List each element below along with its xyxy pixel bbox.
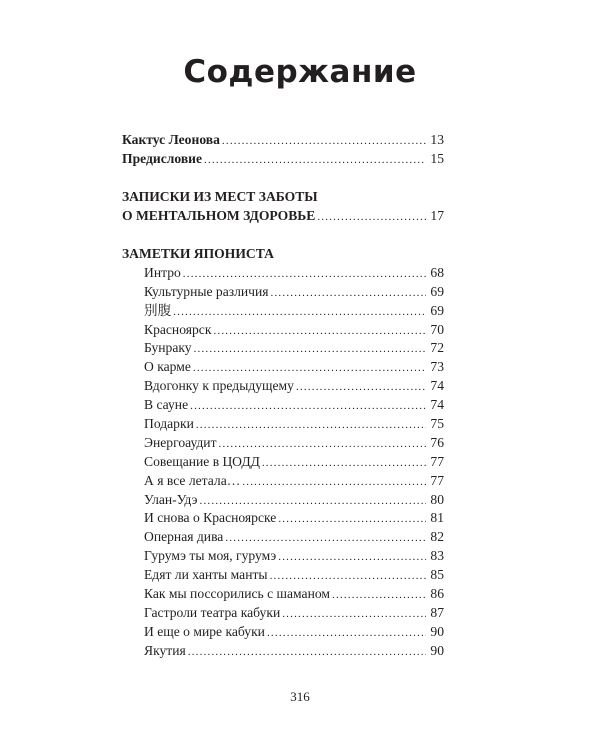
toc-entry-label: О карме <box>144 359 191 375</box>
toc-entry[interactable] <box>122 131 444 150</box>
toc-leader-dots <box>296 378 426 397</box>
toc-section-japanologist <box>122 245 444 661</box>
toc-entry-label: В сауне <box>144 397 189 413</box>
toc-entry-label: Интро <box>144 264 181 280</box>
toc-entry-label: И еще о мире кабуки <box>144 623 265 639</box>
toc-entry-page: 69 <box>430 283 444 299</box>
toc-leader-dots <box>193 359 426 378</box>
toc-leader-dots <box>183 265 426 284</box>
toc-entry[interactable] <box>122 604 444 623</box>
toc-entry-page: 17 <box>430 207 444 223</box>
toc-entry[interactable] <box>122 283 444 302</box>
toc-entry[interactable] <box>122 358 444 377</box>
toc-leader-dots <box>262 454 426 473</box>
toc-leader-dots <box>271 284 426 303</box>
toc-leader-dots <box>267 624 426 643</box>
toc-entry-page: 13 <box>430 132 444 147</box>
toc-entry-label: Кактус Леонова <box>122 132 220 147</box>
toc-entry-page: 77 <box>430 472 444 488</box>
toc-entry[interactable] <box>122 566 444 585</box>
toc-leader-dots <box>190 397 426 416</box>
toc-entry[interactable] <box>122 415 444 434</box>
toc-entry-label: Бунраку <box>144 340 192 356</box>
toc-entry-page: 73 <box>430 359 444 375</box>
toc-leader-dots <box>204 151 426 170</box>
toc-leader-dots <box>225 529 426 548</box>
toc-entry[interactable] <box>122 396 444 415</box>
toc-entry[interactable] <box>122 339 444 358</box>
toc-leader-dots <box>270 567 426 586</box>
toc-entry-label: Предисловие <box>122 150 203 166</box>
toc-leader-dots <box>332 586 426 605</box>
section-heading: ЗАПИСКИ ИЗ МЕСТ ЗАБОТЫ <box>122 189 318 204</box>
toc-entry-label: Якутия <box>144 642 186 658</box>
toc-entry[interactable] <box>122 377 444 396</box>
toc-entry[interactable] <box>122 207 444 226</box>
toc-entry-page: 77 <box>430 453 444 469</box>
toc-entry-page: 86 <box>430 586 444 602</box>
toc-leader-dots <box>188 643 426 662</box>
section-heading: ЗАМЕТКИ ЯПОНИСТА <box>122 246 274 261</box>
toc-leader-dots <box>278 548 426 567</box>
toc-entry-page: 82 <box>430 529 444 545</box>
toc-entry[interactable] <box>122 528 444 547</box>
toc-entry-label: И снова о Красноярске <box>144 510 277 526</box>
toc-entry[interactable] <box>122 472 444 491</box>
toc-entry[interactable] <box>122 150 444 169</box>
toc-entry-page: 90 <box>430 623 444 639</box>
toc-leader-dots <box>278 510 426 529</box>
toc-entry-label: Красноярск <box>144 321 212 337</box>
toc-entry-page: 80 <box>430 491 444 507</box>
toc-entry-label: Совещание в ЦОДД <box>144 453 260 469</box>
toc-entry[interactable] <box>122 434 444 453</box>
toc-item-list <box>122 264 444 661</box>
toc-entry[interactable] <box>122 491 444 510</box>
toc-entry[interactable] <box>122 302 444 321</box>
toc-leader-dots <box>213 322 426 341</box>
toc-leader-dots <box>219 435 426 454</box>
toc-top-entries <box>122 131 444 169</box>
toc-leader-dots <box>196 416 426 435</box>
toc-entry-page: 90 <box>430 642 444 658</box>
toc-leader-dots <box>222 132 426 151</box>
toc-leader-dots <box>200 492 426 511</box>
toc-entry[interactable] <box>122 585 444 604</box>
toc-entry[interactable] <box>122 321 444 340</box>
toc-entry-page: 76 <box>430 434 444 450</box>
toc-entry-page: 74 <box>430 397 444 413</box>
toc-entry-label: Едят ли ханты манты <box>144 567 268 583</box>
toc-leader-dots <box>242 473 426 492</box>
toc-entry[interactable] <box>122 453 444 472</box>
toc-entry[interactable] <box>122 623 444 642</box>
toc-entry-label: Вдогонку к предыдущему <box>144 378 294 394</box>
toc-entry-label: Как мы поссорились с шаманом <box>144 586 330 602</box>
section-heading-continued: О МЕНТАЛЬНОМ ЗДОРОВЬЕ <box>122 207 316 223</box>
toc-entry-label: Энергоаудит <box>144 434 217 450</box>
toc-entry[interactable] <box>122 547 444 566</box>
toc-entry-page: 75 <box>430 416 444 432</box>
toc-entry-page: 70 <box>430 321 444 337</box>
toc-leader-dots <box>173 303 426 322</box>
toc-entry-page: 81 <box>430 510 444 526</box>
toc-entry-label: Оперная дива <box>144 529 224 545</box>
toc-entry-page: 83 <box>430 548 444 564</box>
toc-leader-dots <box>194 340 426 359</box>
toc-entry[interactable] <box>122 509 444 528</box>
toc-entry-label: А я все летала… <box>144 472 241 488</box>
toc-entry-page: 85 <box>430 567 444 583</box>
page-title: Содержание <box>183 54 417 90</box>
toc-entry-page: 15 <box>430 150 444 166</box>
toc-entry-page: 87 <box>430 604 444 620</box>
toc-entry-label: Гастроли театра кабуки <box>144 604 281 620</box>
toc-leader-dots <box>282 605 426 624</box>
toc-section-mental-health <box>122 188 444 226</box>
toc-entry-label: Гурумэ ты моя, гурумэ <box>144 548 277 564</box>
toc-entry-label: Подарки <box>144 416 194 432</box>
page-number: 316 <box>290 689 310 704</box>
toc-entry-page: 68 <box>430 264 444 280</box>
toc-entry[interactable] <box>122 642 444 661</box>
toc-entry-page: 72 <box>430 340 444 356</box>
toc-entry-label: 別腹 <box>144 302 172 318</box>
toc-entry-page: 69 <box>430 302 444 318</box>
toc-entry[interactable] <box>122 264 444 283</box>
toc-entry-label: Культурные различия <box>144 283 269 299</box>
toc-entry-label: Улан-Удэ <box>144 491 198 507</box>
toc-leader-dots <box>317 208 426 227</box>
toc-entry-page: 74 <box>430 378 444 394</box>
